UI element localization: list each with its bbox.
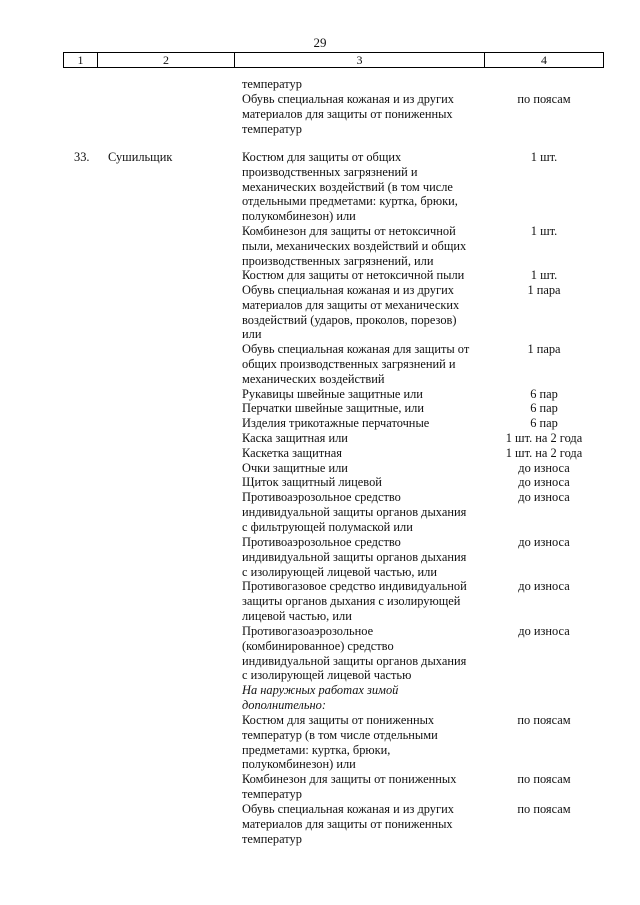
issue-norm: 1 пара (527, 283, 561, 297)
equipment-line: Изделия трикотажные перчаточные (242, 416, 430, 430)
protective-equipment (242, 268, 487, 283)
item-number: 33. (74, 150, 90, 164)
issue-norm: 1 шт. (530, 224, 558, 238)
protective-equipment (242, 446, 487, 461)
equipment-line: полукомбинезон) или (242, 209, 356, 224)
equipment-line: полукомбинезон) или (242, 757, 356, 772)
equipment-line: Противогазоаэрозольное (242, 624, 374, 638)
issue-norm: 1 шт. (530, 150, 558, 164)
protective-equipment (242, 772, 487, 802)
equipment-line: Перчатки швейные защитные, или (242, 401, 424, 415)
equipment-line: температур (242, 786, 302, 801)
equipment-line: материалов для защиты от механических (242, 297, 460, 312)
equipment-line: Противоаэрозольное средство (242, 535, 401, 549)
issue-norm: до износа (518, 624, 570, 638)
protective-equipment (242, 579, 487, 623)
protective-equipment (242, 683, 487, 713)
equipment-line: Рукавицы швейные защитные или (242, 387, 423, 401)
equipment-line: предметами: куртка, брюки, (242, 742, 391, 757)
equipment-line: с изолирующей лицевой частью (242, 668, 412, 683)
equipment-line: индивидуальной защиты органов дыхания (242, 549, 467, 564)
equipment-line: с фильтрующей полумаской или (242, 519, 413, 534)
equipment-line: производственных загрязнений и (242, 164, 418, 179)
issue-norm: до износа (518, 535, 570, 549)
issue-norm: 6 пар (530, 401, 558, 415)
equipment-line: Противоаэрозольное средство (242, 490, 401, 504)
issue-norm: 1 пара (527, 342, 561, 356)
issue-norm: по поясам (517, 92, 571, 106)
equipment-line: отдельными предметами: куртка, брюки, (242, 194, 458, 209)
column-header-4: 4 (485, 53, 604, 68)
protective-equipment (242, 624, 487, 683)
issue-norm: по поясам (517, 772, 571, 786)
column-header-table (63, 52, 604, 68)
equipment-line: Обувь специальная кожаная для защиты от (242, 342, 470, 356)
issue-norm: до износа (518, 475, 570, 489)
protective-equipment (242, 342, 487, 386)
equipment-line: Щиток защитный лицевой (242, 475, 382, 489)
column-header-3: 3 (235, 53, 485, 68)
issue-norm: 1 шт. на 2 года (505, 431, 583, 445)
column-header-row (64, 53, 604, 68)
equipment-line: индивидуальной защиты органов дыхания (242, 504, 467, 519)
column-header-1: 1 (64, 53, 98, 68)
protective-equipment (242, 77, 487, 92)
column-header-2: 2 (98, 53, 235, 68)
equipment-line: индивидуальной защиты органов дыхания (242, 653, 467, 668)
protective-equipment (242, 490, 487, 534)
profession-name: Сушильщик (108, 150, 173, 164)
equipment-line: Костюм для защиты от пониженных (242, 713, 435, 727)
page-number: 29 (313, 35, 327, 50)
issue-norm: 6 пар (530, 416, 558, 430)
equipment-line: На наружных работах зимой (242, 683, 399, 697)
equipment-line: общих производственных загрязнений и (242, 356, 456, 371)
equipment-line: материалов для защиты от пониженных (242, 816, 453, 831)
equipment-line: Противогазовое средство индивидуальной (242, 579, 467, 593)
equipment-line: Комбинезон для защиты от нетоксичной (242, 224, 456, 238)
equipment-line: лицевой частью, или (242, 608, 352, 623)
protective-equipment (242, 535, 487, 579)
protective-equipment (242, 401, 487, 416)
protective-equipment (242, 431, 487, 446)
equipment-line: температур (242, 121, 302, 136)
equipment-line: Каскетка защитная (242, 446, 342, 460)
equipment-line: или (242, 327, 262, 342)
issue-norm: по поясам (517, 713, 571, 727)
equipment-line: с изолирующей лицевой частью, или (242, 564, 437, 579)
equipment-line: (комбинированное) средство (242, 638, 394, 653)
protective-equipment (242, 387, 487, 402)
protective-equipment (242, 416, 487, 431)
equipment-line: производственных загрязнений, или (242, 253, 434, 268)
equipment-line: Костюм для защиты от общих (242, 150, 402, 164)
equipment-line: воздействий (ударов, проколов, порезов) (242, 312, 457, 327)
protective-equipment (242, 224, 487, 268)
issue-norm: 1 шт. на 2 года (505, 446, 583, 460)
equipment-line: Обувь специальная кожаная и из других (242, 92, 454, 106)
protective-equipment (242, 461, 487, 476)
protective-equipment (242, 150, 487, 224)
issue-norm: 1 шт. (530, 268, 558, 282)
protective-equipment (242, 283, 487, 342)
issue-norm: до износа (518, 490, 570, 504)
protective-equipment (242, 92, 487, 136)
protective-equipment (242, 713, 487, 772)
equipment-line: Обувь специальная кожаная и из других (242, 283, 454, 297)
equipment-line: защиты органов дыхания с изолирующей (242, 593, 461, 608)
issue-norm: до износа (518, 579, 570, 593)
equipment-line: Очки защитные или (242, 461, 348, 475)
equipment-line: механических воздействий (242, 371, 385, 386)
equipment-line: температур (в том числе отдельными (242, 727, 438, 742)
issue-norm: до износа (518, 461, 570, 475)
equipment-line: дополнительно: (242, 697, 326, 712)
equipment-line: температур (242, 831, 302, 846)
protective-equipment (242, 475, 487, 490)
equipment-line: материалов для защиты от пониженных (242, 106, 453, 121)
protective-equipment (242, 802, 487, 846)
equipment-line: Каска защитная или (242, 431, 348, 445)
equipment-line: Костюм для защиты от нетоксичной пыли (242, 268, 465, 282)
equipment-line: механических воздействий (в том числе (242, 179, 453, 194)
equipment-line: Комбинезон для защиты от пониженных (242, 772, 457, 786)
equipment-line: Обувь специальная кожаная и из других (242, 802, 454, 816)
equipment-line: температур (242, 77, 302, 91)
issue-norm: по поясам (517, 802, 571, 816)
issue-norm: 6 пар (530, 387, 558, 401)
equipment-line: пыли, механических воздействий и общих (242, 238, 467, 253)
